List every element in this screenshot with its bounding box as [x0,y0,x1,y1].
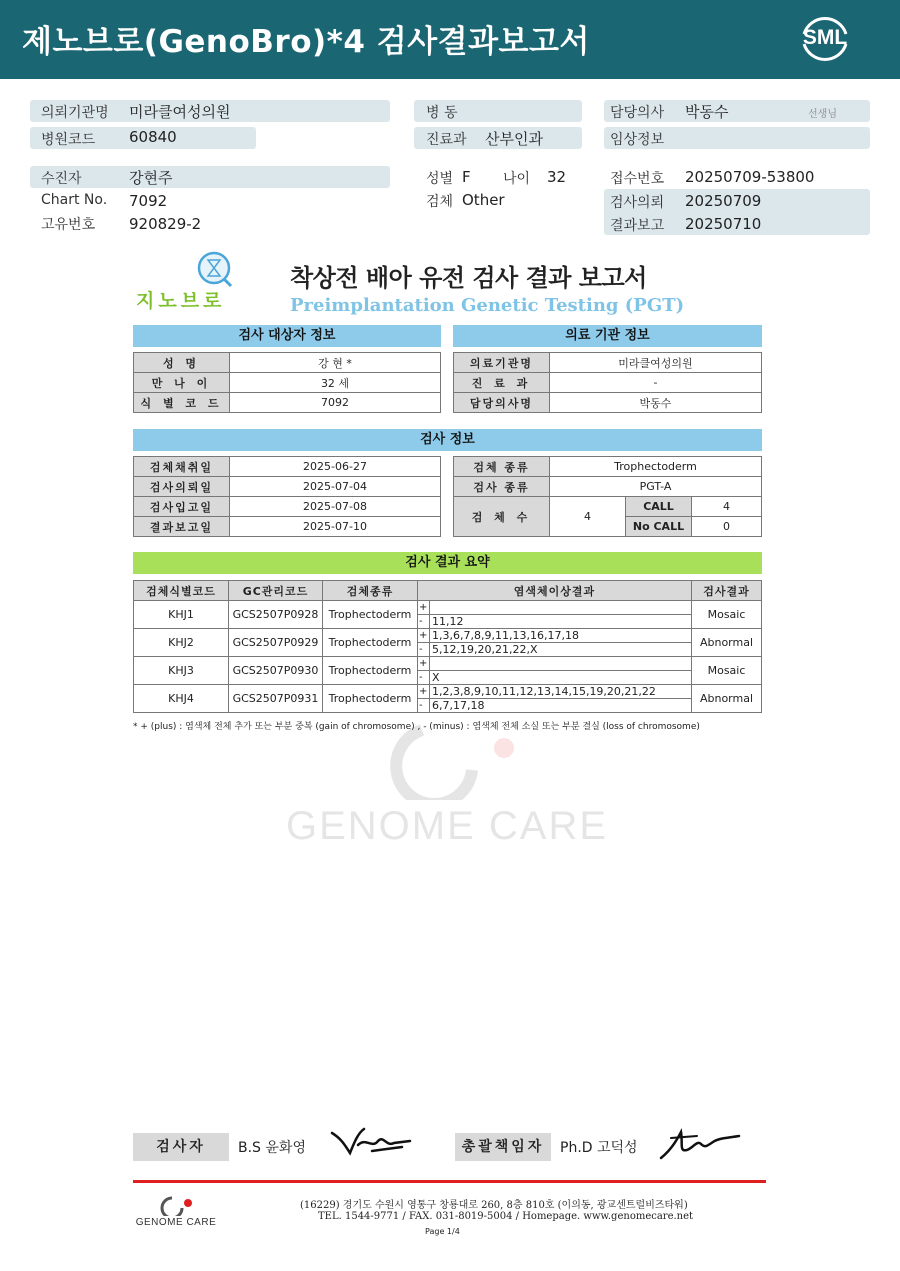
footer-contact: TEL. 1544-9771 / FAX. 031-8019-5004 / Homepage. www.genomecare.net [318,1211,694,1222]
minus-chromosomes: X [430,671,692,685]
row-specimen-id: KHJ4 [134,685,229,713]
sml-logo [796,12,854,66]
minus-chromosomes: 11,12 [430,615,692,629]
institution-doctor-label: 담당의사명 [454,393,550,413]
report-subtitle: Preimplantation Genetic Testing (PGT) [290,295,685,316]
row-specimen-type: Trophectoderm [323,629,418,657]
ward-label: 병 동 [426,105,458,121]
patient-value: 강현주 [129,169,173,187]
table-row [134,657,762,671]
tester-name: B.S 윤화영 [238,1140,306,1156]
subject-name-label: 성 명 [134,353,230,373]
patient-pill [30,166,390,188]
report-date-value: 20250710 [685,215,762,233]
requester-value: 미라클여성의원 [129,103,231,121]
summary-heading: 검사 결과 요약 [133,552,762,574]
request-date-label-2: 검사의뢰일 [134,477,230,497]
request-date-label: 검사의뢰 [610,195,665,211]
genome-care-logo [130,1192,222,1236]
subject-name-value: 강 현 * [230,353,441,373]
specimen-value: Other [462,191,505,209]
request-date-value-2: 2025-07-04 [230,477,441,497]
sex-label: 성별 [426,171,454,187]
report-date-label-2: 결과보고일 [134,517,230,537]
report-date-label: 결과보고 [610,218,665,234]
table-row [134,601,762,615]
unique-value: 920829-2 [129,215,202,233]
report-date-value-2: 2025-07-10 [230,517,441,537]
subject-id-label: 식 별 코 드 [134,393,230,413]
tester-signature-icon [328,1125,414,1159]
col-specimen-type: 검체종류 [323,581,418,601]
col-chromosome-result: 염색체이상결과 [418,581,692,601]
hospital-code-label: 병원코드 [41,132,96,148]
specimen-type-value: Trophectoderm [550,457,762,477]
chart-label: Chart No. [41,192,108,208]
test-info-heading: 검사 정보 [133,429,762,451]
institution-name-value: 미라클여성의원 [550,353,762,373]
plus-chromosomes [430,601,692,615]
clinical-label: 임상정보 [610,132,665,148]
specimen-count-label: 검 체 수 [454,497,550,537]
subject-table [133,352,441,413]
request-date-value: 20250709 [685,192,762,210]
row-specimen-type: Trophectoderm [323,685,418,713]
chart-value: 7092 [129,192,168,210]
director-label: 총괄책임자 [455,1133,551,1161]
row-specimen-id: KHJ2 [134,629,229,657]
doctor-label: 담당의사 [610,105,665,121]
test-type-label: 검사 종류 [454,477,550,497]
summary-table [133,580,762,713]
subject-age-label: 만 나 이 [134,373,230,393]
nocall-value: 0 [692,517,762,537]
watermark-text: GENOME CARE [285,804,609,848]
page-title: 제노브로(GenoBro)*4 검사결과보고서 [22,24,590,60]
director-name: Ph.D 고덕성 [560,1140,638,1156]
col-result: 검사결과 [692,581,762,601]
age-value: 32 [547,168,567,186]
minus-sign: - [418,643,430,657]
row-result: Mosaic [692,601,762,629]
tester-label: 검사자 [133,1133,229,1161]
plus-sign: + [418,601,430,615]
doctor-suffix: 선생님 [808,109,837,120]
genobro-logo [134,250,249,312]
test-type-table [453,456,762,537]
genobro-logo-text: 지노브로 [136,290,226,312]
patient-label: 수진자 [41,171,82,187]
institution-dept-label: 진 료 과 [454,373,550,393]
minus-sign: - [418,671,430,685]
subject-age-value: 32 세 [230,373,441,393]
specimen-count-value: 4 [550,497,626,537]
table-row [134,629,762,643]
row-specimen-id: KHJ3 [134,657,229,685]
age-label: 나이 [503,171,531,187]
doctor-value: 박동수 [685,103,729,121]
institution-doctor-value: 박동수 [550,393,762,413]
test-dates-table [133,456,441,537]
plus-sign: + [418,629,430,643]
page-number: Page 1/4 [425,1227,460,1236]
row-gc-code: GCS2507P0930 [229,657,323,685]
plus-sign: + [418,685,430,699]
institution-dept-value: - [550,373,762,393]
receipt-value: 20250709-53800 [685,168,815,186]
call-value: 4 [692,497,762,517]
plus-chromosomes: 1,2,3,8,9,10,11,12,13,14,15,19,20,21,22 [430,685,692,699]
plus-chromosomes: 1,3,6,7,8,9,11,13,16,17,18 [430,629,692,643]
receive-date-value: 2025-07-08 [230,497,441,517]
subject-heading: 검사 대상자 정보 [133,325,441,347]
institution-table [453,352,762,413]
department-label: 진료과 [426,132,467,148]
institution-name-label: 의료기관명 [454,353,550,373]
report-title: 착상전 배아 유전 검사 결과 보고서 [290,264,647,292]
row-result: Mosaic [692,657,762,685]
sex-value: F [462,168,471,186]
row-gc-code: GCS2507P0931 [229,685,323,713]
row-specimen-type: Trophectoderm [323,601,418,629]
sml-logo-text: SML [802,26,848,49]
unique-label: 고유번호 [41,217,96,233]
footer-logo-text: GENOME CARE [135,1217,217,1228]
subject-id-value: 7092 [230,393,441,413]
requester-label: 의뢰기관명 [41,105,109,121]
minus-sign: - [418,699,430,713]
test-type-value: PGT-A [550,477,762,497]
plus-sign: + [418,657,430,671]
top-bar [0,0,900,79]
col-gc-code: GC관리코드 [229,581,323,601]
row-gc-code: GCS2507P0928 [229,601,323,629]
minus-chromosomes: 5,12,19,20,21,22,X [430,643,692,657]
col-specimen-id: 검체식별코드 [134,581,229,601]
director-signature-icon [657,1124,743,1162]
minus-chromosomes: 6,7,17,18 [430,699,692,713]
nocall-label: No CALL [626,517,692,537]
minus-sign: - [418,615,430,629]
institution-heading: 의료 기관 정보 [453,325,762,347]
row-result: Abnormal [692,629,762,657]
department-value: 산부인과 [485,130,543,148]
receive-date-label: 검사입고일 [134,497,230,517]
specimen-type-label: 검체 종류 [454,457,550,477]
plus-chromosomes [430,657,692,671]
footer-address: (16229) 경기도 수원시 영통구 창룡대로 260, 8층 810호 (이의동, 광교센트럴비즈타워) [300,1200,688,1211]
table-row [134,685,762,699]
call-label: CALL [626,497,692,517]
collect-date-label: 검체채취일 [134,457,230,477]
genome-care-watermark [272,700,622,860]
collect-date-value: 2025-06-27 [230,457,441,477]
row-gc-code: GCS2507P0929 [229,629,323,657]
footer-divider [133,1180,766,1183]
summary-footnote: * + (plus) : 염색체 전체 추가 또는 부분 중복 (gain of chromosome) , - (minus) : 염색체 전체 소실 또는 부분 결실 (loss of chromosome) [133,722,700,732]
receipt-label: 접수번호 [610,171,665,187]
specimen-label: 검체 [426,194,454,210]
row-result: Abnormal [692,685,762,713]
row-specimen-id: KHJ1 [134,601,229,629]
row-specimen-type: Trophectoderm [323,657,418,685]
hospital-code-value: 60840 [129,128,177,146]
